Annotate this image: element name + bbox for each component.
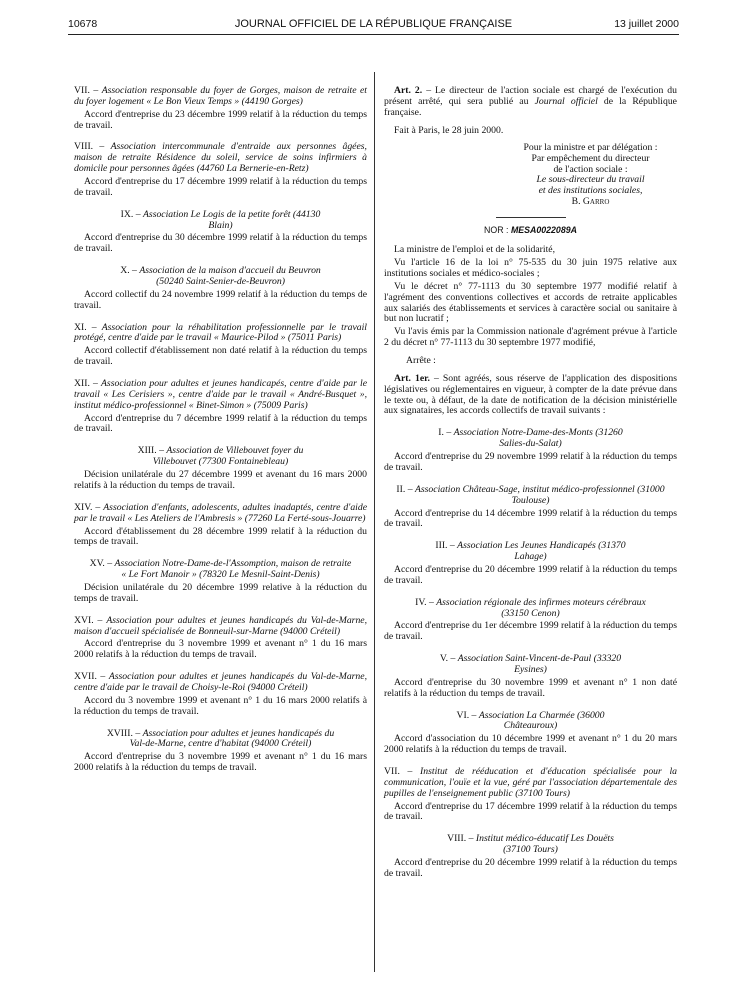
- entry: [74, 446, 367, 491]
- entry-body: Décision unilatérale du 20 décembre 1999 relative à la réduction du temps de travail.: [74, 581, 367, 604]
- entry: [74, 503, 367, 548]
- entry-title: XVII. – Association pour adultes et jeunes handicapés du Val-de-Marne, centre d'aide par le travail de Choisy-le-Roi (94000 Créteil): [74, 671, 367, 693]
- entry-title: XI. – Association pour la réhabilitation professionnelle par le travail protégé, centre d'aide par le travail « Maurice-Pilod » (75011 Paris): [74, 321, 367, 344]
- entry-title: II. – Association Château-Sage, institut médico-professionnel (31000 Toulouse): [396, 483, 665, 506]
- entry-body: Accord d'établissement du 28 décembre 1999 relatif à la réduction du temps de travail.: [74, 525, 367, 548]
- entry-body: Accord d'entreprise du 23 décembre 1999 relatif à la réduction du temps de travail.: [74, 108, 367, 131]
- entry-title: III. – Association Les Jeunes Handicapés (31370 Lahage): [435, 540, 626, 563]
- signatory-name: B. Garro: [571, 195, 610, 207]
- page-number: 10678: [68, 18, 98, 30]
- left-column: [74, 86, 367, 776]
- entry-body: Accord d'entreprise du 14 décembre 1999 relatif à la réduction du temps de travail.: [384, 507, 677, 530]
- entry-body: Accord collectif du 24 novembre 1999 relatif à la réduction du temps de travail.: [74, 288, 367, 311]
- entry: [74, 142, 367, 198]
- entry: [74, 729, 367, 774]
- article-2: Art. 2. – Le directeur de l'action sociale est chargé de l'exécution du présent arrêté, qui sera publié au Journal officiel de la République française.: [384, 85, 677, 118]
- entry: [384, 834, 677, 879]
- entry-body: Accord du 3 novembre 1999 et avenant n° 1 du 16 mars 2000 relatifs à la réduction du temps de travail.: [74, 694, 367, 717]
- entry-title: VII. – Association responsable du foyer de Gorges, maison de retraite et du foyer logement « Le Bon Vieux Temps » (44190 Gorges): [74, 85, 368, 107]
- entry: [74, 616, 367, 661]
- entry: [74, 379, 367, 435]
- entry: [384, 767, 677, 823]
- entry-title: XVIII. – Association pour adultes et jeunes handicapés du Val-de-Marne, centre d'habitat (94000 Créteil): [106, 727, 335, 750]
- entry-body: Accord d'entreprise du 17 décembre 1999 relatif à la réduction du temps de travail.: [74, 176, 367, 198]
- entry-body: Accord d'association du 10 décembre 1999 et avenant n° 1 du 20 mars 2000 relatifs à la réduction du temps de travail.: [384, 733, 677, 756]
- column-divider: [374, 72, 375, 972]
- right-column: [384, 86, 677, 882]
- entry-title: XV. – Association Notre-Dame-de-l'Assomption, maison de retraite « Le Fort Manoir » (78320 Le Mesnil-Saint-Denis): [89, 558, 352, 581]
- entry: [384, 598, 677, 643]
- entry-title: VIII. – Association intercommunale d'entraide aux personnes âgées, maison de retraite Résidence du soleil, service de soins infirmiers à domicile pour personnes âgées (44760 La Bernerie-en-Retz): [74, 141, 367, 175]
- entry-body: Accord d'entreprise du 30 décembre 1999 relatif à la réduction du temps de travail.: [74, 232, 367, 255]
- entry-body: Décision unilatérale du 27 décembre 1999 et avenant du 16 mars 2000 relatifs à la réduction du temps de travail.: [74, 469, 367, 491]
- signature-block: Pour la ministre et par délégation : Par empêchement du directeur de l'action sociale : Le sous-directeur du travail et des institutions sociales, B. Garro: [504, 143, 677, 207]
- entry-title: VIII. – Institut médico-éducatif Les Douëts (37100 Tours): [447, 833, 614, 856]
- entry-body: Accord d'entreprise du 3 novembre 1999 et avenant n° 1 du 16 mars 2000 relatifs à la réduction du temps de travail.: [74, 751, 367, 774]
- entry-title: VI. – Association La Charmée (36000 Châteauroux): [456, 709, 605, 732]
- entry-title: X. – Association de la maison d'accueil du Beuvron (50240 Saint-Senier-de-Beuvron): [120, 265, 321, 288]
- entry-title: IV. – Association régionale des infirmes moteurs cérébraux (33150 Cenon): [415, 596, 646, 619]
- entry-title: V. – Association Saint-Vincent-de-Paul (33320 Eysines): [439, 653, 622, 675]
- header-rule: [68, 34, 679, 35]
- preamble-line: Vu l'article 16 de la loi n° 75-535 du 30 juin 1975 relative aux institutions sociales et médico-sociales ;: [384, 257, 677, 280]
- entry-title: IX. – Association Le Logis de la petite forêt (44130 Blain): [120, 208, 321, 231]
- entry: [384, 541, 677, 586]
- entry-body: Accord collectif d'établissement non daté relatif à la réduction du temps de travail.: [74, 345, 367, 368]
- entry-body: Accord d'entreprise du 20 décembre 1999 relatif à la réduction du temps de travail.: [384, 563, 677, 586]
- preamble-line: Vu le décret n° 77-1113 du 30 septembre 1977 modifié relatif à l'agrément des conventions collectives et accords de retraite applicables aux salariés des établissements et services à caractère social ou sanitaire à but non lucratif ;: [384, 280, 677, 325]
- entry-body: Accord d'entreprise du 1er décembre 1999 relatif à la réduction du temps de travail.: [384, 620, 677, 643]
- issue-date: 13 juillet 2000: [614, 18, 679, 30]
- entry: [384, 485, 677, 530]
- entry-body: Accord d'entreprise du 3 novembre 1999 et avenant n° 1 du 16 mars 2000 relatifs à la réduction du temps de travail.: [74, 638, 367, 661]
- entry-title: XVI. – Association pour adultes et jeunes handicapés du Val-de-Marne, maison d'accueil spécialisée de Bonneuil-sur-Marne (94000 Créteil): [74, 614, 368, 637]
- entry-title: XIII. – Association de Villebouvet foyer du Villebouvet (77300 Fontainebleau): [137, 445, 304, 468]
- journal-title: JOURNAL OFFICIEL DE LA RÉPUBLIQUE FRANÇAISE: [234, 18, 513, 30]
- preamble-line: La ministre de l'emploi et de la solidarité,: [394, 244, 556, 256]
- entry-body: Accord d'entreprise du 30 novembre 1999 et avenant n° 1 non daté relatifs à la réduction du temps de travail.: [384, 676, 677, 699]
- entry-title: XIV. – Association d'enfants, adolescents, adultes inadaptés, centre d'aide par le travail « Les Ateliers de l'Ambresis » (77260 La Ferté-sous-Jouarre): [74, 501, 367, 524]
- entry: [74, 323, 367, 368]
- page-header: [68, 14, 679, 34]
- entry: [74, 86, 367, 131]
- entry: [384, 428, 677, 473]
- preamble-line: Vu l'avis émis par la Commission nationale d'agrément prévue à l'article 2 du décret n° 77-1113 du 30 septembre 1977 modifié,: [384, 326, 677, 349]
- entry-title: I. – Association Notre-Dame-des-Monts (31260 Salies-du-Salat): [438, 427, 623, 450]
- entry-body: Accord d'entreprise du 20 décembre 1999 relatif à la réduction du temps de travail.: [384, 856, 677, 879]
- entry: [74, 266, 367, 311]
- entry-title: VII. – Institut de rééducation et d'éducation spécialisée pour la communication, l'ouïe et la vue, géré par l'association départementale des pupilles de l'enseignement public (37100 Tours): [384, 765, 677, 799]
- entry-title: XII. – Association pour adultes et jeunes handicapés, centre d'aide par le travail « Les Cerisiers », centre d'aide par le travail « André-Busquet », institut médico-professionnel « Binet-Simon » (75009 Paris): [74, 378, 367, 411]
- entry-body: Accord d'entreprise du 17 décembre 1999 relatif à la réduction du temps de travail.: [384, 800, 677, 823]
- nor-reference: NOR : MESA0022089A: [484, 225, 577, 236]
- section-separator: [496, 217, 566, 218]
- entry-body: Accord d'entreprise du 29 novembre 1999 relatif à la réduction du temps de travail.: [384, 451, 677, 473]
- entry-body: Accord d'entreprise du 7 décembre 1999 relatif à la réduction du temps de travail.: [74, 412, 367, 435]
- arrete-heading: Arrête :: [406, 355, 436, 367]
- entry: [74, 672, 367, 717]
- entry: [384, 654, 677, 699]
- article-1: Art. 1er. – Sont agréés, sous réserve de l'application des dispositions législatives ou réglementaires en vigueur, à compter de la date prévue dans le texte ou, à défaut, de la date de notification de la décision ministérielle aux signataires, les accords collectifs de travail suivants :: [384, 372, 677, 417]
- entry: [74, 559, 367, 604]
- done-at: Fait à Paris, le 28 juin 2000.: [394, 124, 504, 136]
- entry: [74, 210, 367, 255]
- entry: [384, 711, 677, 756]
